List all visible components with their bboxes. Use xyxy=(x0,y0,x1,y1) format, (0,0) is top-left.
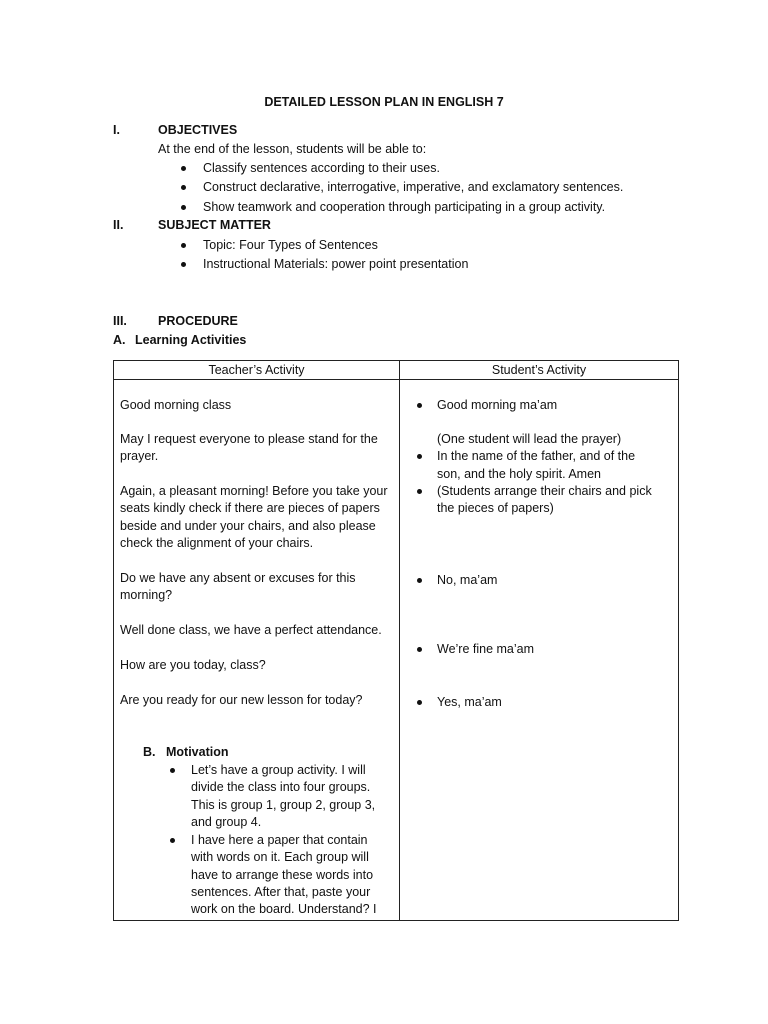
teacher-activity-cell xyxy=(114,380,399,920)
bullet-icon xyxy=(181,185,186,190)
bullet-icon xyxy=(417,403,422,408)
bullet-icon xyxy=(417,454,422,459)
bullet-icon xyxy=(170,768,175,773)
motivation-line: Let’s have a group activity. I will xyxy=(191,763,366,777)
column-header-student: Student’s Activity xyxy=(400,361,679,380)
section-number-procedure: III. xyxy=(113,314,127,328)
teacher-line: check the alignment of your chairs. xyxy=(120,536,314,550)
bullet-icon xyxy=(417,489,422,494)
objective-item: Construct declarative, interrogative, imperative, and exclamatory sentences. xyxy=(203,180,624,194)
student-line: Good morning ma’am xyxy=(437,398,558,412)
student-activity-cell xyxy=(400,380,678,920)
motivation-line: with words on it. Each group will xyxy=(191,850,369,864)
teacher-line: Again, a pleasant morning! Before you take your xyxy=(120,484,388,498)
subsection-heading-learning: Learning Activities xyxy=(135,333,247,347)
section-heading-subject-matter: SUBJECT MATTER xyxy=(158,218,271,232)
motivation-line: and group 4. xyxy=(191,815,262,829)
motivation-heading: Motivation xyxy=(166,745,229,759)
bullet-icon xyxy=(170,838,175,843)
teacher-line: beside and under your chairs, and also please xyxy=(120,519,376,533)
motivation-line: have to arrange these words into xyxy=(191,868,374,882)
table-row xyxy=(114,380,679,921)
bullet-icon xyxy=(181,166,186,171)
teacher-line: Well done class, we have a perfect attendance. xyxy=(120,623,382,637)
teacher-line: Are you ready for our new lesson for today? xyxy=(120,693,363,707)
motivation-number: B. xyxy=(143,745,156,759)
column-header-teacher: Teacher’s Activity xyxy=(114,361,400,380)
objective-item: Show teamwork and cooperation through participating in a group activity. xyxy=(203,200,606,214)
subject-item: Instructional Materials: power point presentation xyxy=(203,257,469,271)
objectives-intro: At the end of the lesson, students will be able to: xyxy=(158,142,427,156)
bullet-icon xyxy=(417,578,422,583)
section-number-subject-matter: II. xyxy=(113,218,124,232)
student-line: the pieces of papers) xyxy=(437,501,554,515)
teacher-line: May I request everyone to please stand for the xyxy=(120,432,378,446)
bullet-icon xyxy=(417,647,422,652)
student-line: In the name of the father, and of the xyxy=(437,449,636,463)
section-number-objectives: I. xyxy=(113,123,120,137)
bullet-icon xyxy=(417,700,422,705)
section-heading-procedure: PROCEDURE xyxy=(158,314,238,328)
motivation-line: sentences. After that, paste your xyxy=(191,885,371,899)
teacher-line: seats kindly check if there are pieces of papers xyxy=(120,501,380,515)
table-header-row xyxy=(114,361,679,380)
student-line: (Students arrange their chairs and pick xyxy=(437,484,652,498)
subject-item: Topic: Four Types of Sentences xyxy=(203,238,378,252)
activities-table xyxy=(113,360,679,921)
student-line: son, and the holy spirit. Amen xyxy=(437,467,601,481)
subsection-number-learning: A. xyxy=(113,333,126,347)
student-line: No, ma’am xyxy=(437,573,498,587)
bullet-icon xyxy=(181,205,186,210)
student-line: (One student will lead the prayer) xyxy=(437,432,622,446)
section-heading-objectives: OBJECTIVES xyxy=(158,123,238,137)
motivation-line: work on the board. Understand? I xyxy=(191,902,377,916)
teacher-line: morning? xyxy=(120,588,173,602)
teacher-line: prayer. xyxy=(120,449,159,463)
student-line: We’re fine ma’am xyxy=(437,642,535,656)
teacher-line: How are you today, class? xyxy=(120,658,266,672)
objective-item: Classify sentences according to their uses. xyxy=(203,161,440,175)
bullet-icon xyxy=(181,262,186,267)
motivation-line: divide the class into four groups. xyxy=(191,780,371,794)
document-title: DETAILED LESSON PLAN IN ENGLISH 7 xyxy=(264,95,504,109)
bullet-icon xyxy=(181,243,186,248)
teacher-line: Do we have any absent or excuses for this xyxy=(120,571,356,585)
teacher-line: Good morning class xyxy=(120,398,232,412)
motivation-line: I have here a paper that contain xyxy=(191,833,368,847)
student-line: Yes, ma’am xyxy=(437,695,502,709)
motivation-line: This is group 1, group 2, group 3, xyxy=(191,798,376,812)
